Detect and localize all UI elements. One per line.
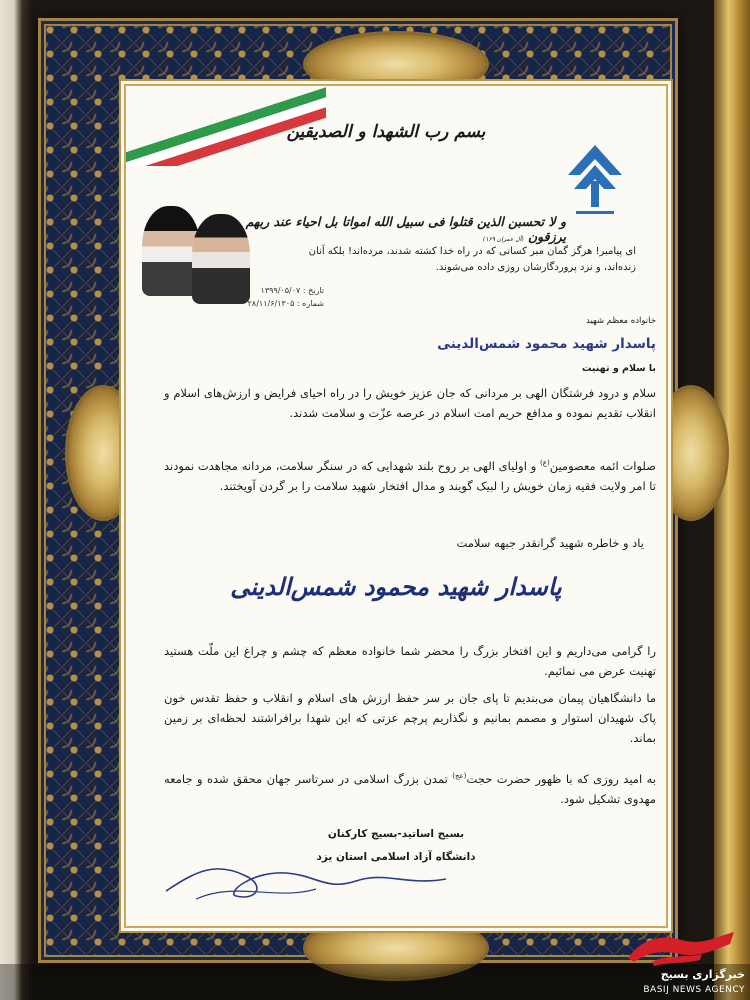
paragraph-1: سلام و درود فرشتگان الهی بر مردانی که جان عزیز خویش را در راه احیای فرایض و ارزش‌های اسلام و انقلاب تقدیم نموده و مدافع حریم امت اسلام در عرصه عزّت و سلامت شدند. bbox=[164, 386, 656, 420]
azad-university-logo-icon bbox=[564, 141, 626, 221]
quran-verse-reference: (آل عمران ۱۶۹) bbox=[482, 236, 524, 243]
greeting: با سلام و تهنیت bbox=[581, 363, 656, 374]
paragraph-5: ما دانشگاهیان پیمان می‌بندیم تا پای جان بر سر حفظ ارزش های اسلام و انقلاب و حفظ تقدس خون پاک شهیدان استوار و مصمم بمانیم و نگذاریم پرچم عزتی که این شهدا برافراشتند لحظه‌ای بر زمین بماند. bbox=[164, 691, 656, 745]
signatory-line-2: دانشگاه آزاد اسلامی استان یزد bbox=[316, 851, 476, 863]
gold-picture-frame-edge bbox=[714, 0, 750, 1000]
signatory-line-1: بسیج اساتید-بسیج کارکنان bbox=[327, 828, 465, 840]
paragraph-6 bbox=[164, 766, 656, 809]
paragraph-6-start: به امید روزی که با ظهور حضرت حجت bbox=[466, 771, 656, 786]
verse-translation bbox=[206, 244, 636, 276]
paragraph-2 bbox=[164, 453, 656, 496]
salutation: خانواده معظم شهید bbox=[586, 316, 656, 326]
translation-line-2: زنده‌اند، و نزد پروردگارشان روزی داده می‌شوند. bbox=[435, 262, 636, 273]
paragraph-2-superscript: (ع) bbox=[540, 459, 550, 467]
handwritten-signature bbox=[156, 851, 456, 911]
basij-news-logo-icon bbox=[622, 928, 740, 966]
frame-medallion-right bbox=[656, 388, 726, 518]
paragraph-2-end: و اولیای الهی بر روح بلند شهدایی که در سنگر سلامت، مردانه مجاهدت نمودند تا امر ولایت فقیه زمان خویش را لبیک گویند و مدال افتخار شهید سلامت را بر گردن آویختند. bbox=[164, 458, 656, 493]
watermark-agency-fa: خبرگزاری بسیج bbox=[660, 968, 745, 981]
translation-line-1: ای پیامبر! هرگز گمان مبر کسانی که در راه خدا کشته شدند، مرده‌اند! بلکه آنان bbox=[308, 246, 636, 257]
watermark-agency-en: BASIJ NEWS AGENCY bbox=[643, 985, 745, 995]
quran-verse bbox=[236, 214, 566, 244]
document-meta bbox=[134, 284, 324, 310]
martyr-name-calligraphy: پاسدار شهید محمود شمس‌الدینی bbox=[230, 572, 562, 601]
martyr-name-heading: پاسدار شهید محمود شمس‌الدینی bbox=[437, 336, 656, 352]
ornamental-frame bbox=[38, 18, 678, 963]
paragraph-3: یاد و خاطره شهید گرانقدر جبهه سلامت bbox=[456, 536, 644, 550]
certificate-paper bbox=[126, 86, 666, 926]
paragraph-6-end: تمدن بزرگ اسلامی در سرتاسر جهان محقق شده و جامعه مهدوی تشکیل شود. bbox=[164, 771, 656, 806]
number-line: شماره : ۲۸/۱۱/۶/۱۳۰۵ bbox=[247, 299, 324, 308]
basmala-heading: بسم رب الشهدا و الصدیقین bbox=[286, 122, 486, 142]
quran-verse-text: و لا تحسبن الذین قتلوا فی سبیل الله امواتا بل احیاء عند ربهم یرزقون bbox=[245, 214, 566, 244]
date-line: تاریخ : ۱۳۹۹/۰۵/۰۷ bbox=[260, 286, 324, 295]
paragraph-6-superscript: (عج) bbox=[452, 772, 467, 780]
paragraph-4: را گرامی می‌داریم و این افتخار بزرگ را محضر شما خانواده معظم که چشم و چراغ این ملّت هستید تهنیت عرض می نمائیم. bbox=[164, 644, 656, 678]
paragraph-2-start: صلوات ائمه معصومین bbox=[549, 458, 657, 473]
frame-medallion-top bbox=[306, 34, 486, 94]
